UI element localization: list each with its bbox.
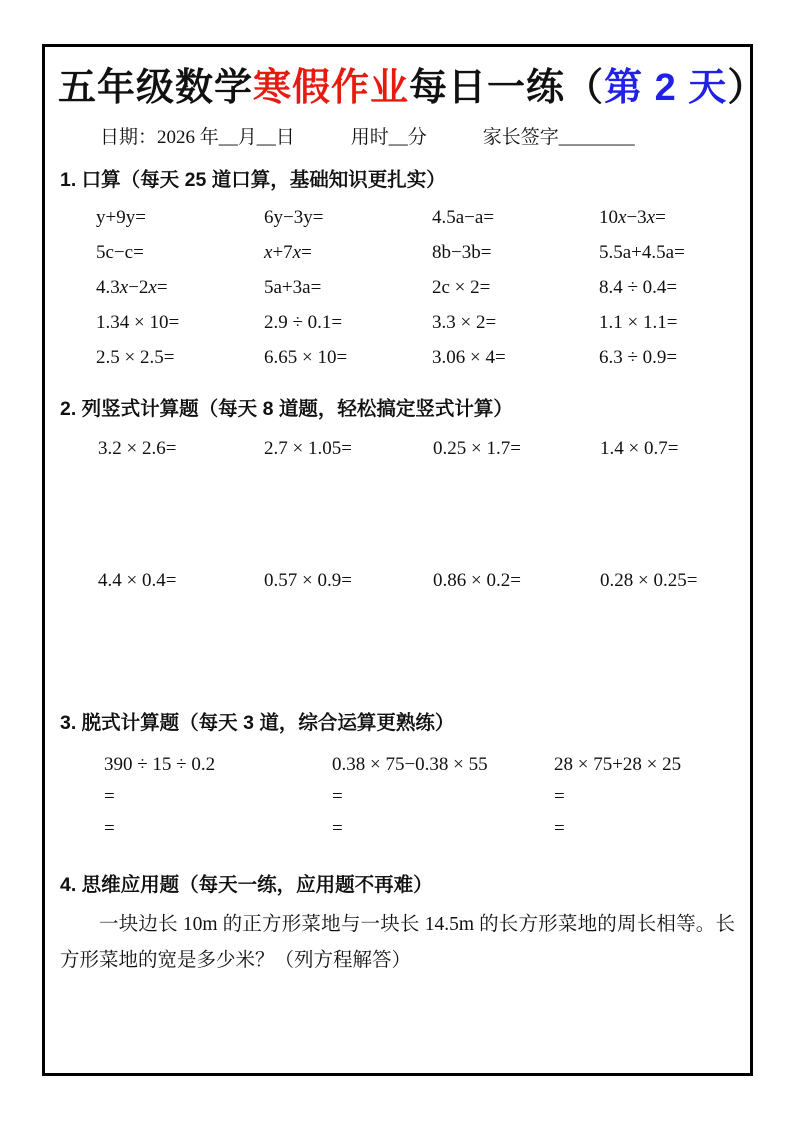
equals-line: = [554,818,565,839]
math-problem: 1.1 × 1.1= [599,312,678,333]
math-problem: y+9y= [96,207,146,228]
title-segment: （ [565,67,605,109]
stepwise-problem [332,749,554,845]
equals-line: = [332,786,343,807]
math-problem: 3.06 × 4= [432,347,506,368]
math-problem: 8.4 ÷ 0.4= [599,277,678,298]
math-problem: 4.3x−2x= [96,277,168,298]
math-problem: 4.5a−a= [432,207,495,228]
applied-problem-text: 一块边长 10m 的正方形菜地与一块长 14.5m 的长方形菜地的周长相等。长方形菜地的宽是多少米？（列方程解答） [60,914,735,971]
math-problem: 2.9 ÷ 0.1= [264,312,343,333]
stepwise-grid [104,749,737,845]
title-segment: ） [727,67,767,109]
title-segment: 每日一练 [409,67,566,109]
math-problem: 4.4 × 0.4= [98,570,177,591]
math-problem: 390 ÷ 15 ÷ 0.2 [104,754,216,775]
math-problem: 3.2 × 2.6= [98,438,177,459]
signature-field: 家长签字________ [482,127,635,148]
math-problem: 6.3 ÷ 0.9= [599,347,678,368]
math-problem: 28 × 75+28 × 25 [554,754,682,775]
time-field: 用时__分 [350,127,427,148]
math-problem: 1.4 × 0.7= [600,438,679,459]
math-problem: 2.7 × 1.05= [264,438,352,459]
title-segment: 五年级数学 [58,67,254,109]
section4-heading: 4. 思维应用题（每天一练，应用题不再难） [60,874,433,896]
math-problem: 0.25 × 1.7= [433,438,521,459]
math-problem: 0.28 × 0.25= [600,570,698,591]
oral-grid [96,204,737,379]
math-problem: 8b−3b= [432,242,492,263]
math-problem: 0.38 × 75−0.38 × 55 [332,754,488,775]
section3-heading: 3. 脱式计算题（每天 3 道，综合运算更熟练） [60,712,455,734]
math-problem: 2.5 × 2.5= [96,347,175,368]
equals-line: = [332,818,343,839]
vertical-grid [98,435,737,699]
section2-heading: 2. 列竖式计算题（每天 8 道题，轻松搞定竖式计算） [60,398,513,420]
date-field: 日期：2026 年__月__日 [100,127,295,148]
math-problem: 6y−3y= [264,207,324,228]
equals-line: = [104,786,115,807]
math-problem: 1.34 × 10= [96,312,180,333]
title-segment: 第 2 天 [604,67,728,109]
equals-line: = [104,818,115,839]
section1-heading: 1. 口算（每天 25 道口算，基础知识更扎实） [60,169,446,191]
math-problem: 0.86 × 0.2= [433,570,521,591]
page-title [58,63,767,113]
title-segment: 寒假作业 [253,67,410,109]
equals-line: = [554,786,565,807]
math-problem: 5c−c= [96,242,144,263]
stepwise-problem [554,749,737,845]
math-problem: 5.5a+4.5a= [599,242,685,263]
math-problem: 6.65 × 10= [264,347,348,368]
math-problem: 0.57 × 0.9= [264,570,352,591]
math-problem: 3.3 × 2= [432,312,497,333]
math-problem: 5a+3a= [264,277,322,298]
math-problem: 10x−3x= [599,207,666,228]
meta-row [100,123,737,153]
stepwise-problem [104,749,332,845]
math-problem: x+7x= [264,242,312,263]
math-problem: 2c × 2= [432,277,491,298]
worksheet-border [42,44,767,1076]
